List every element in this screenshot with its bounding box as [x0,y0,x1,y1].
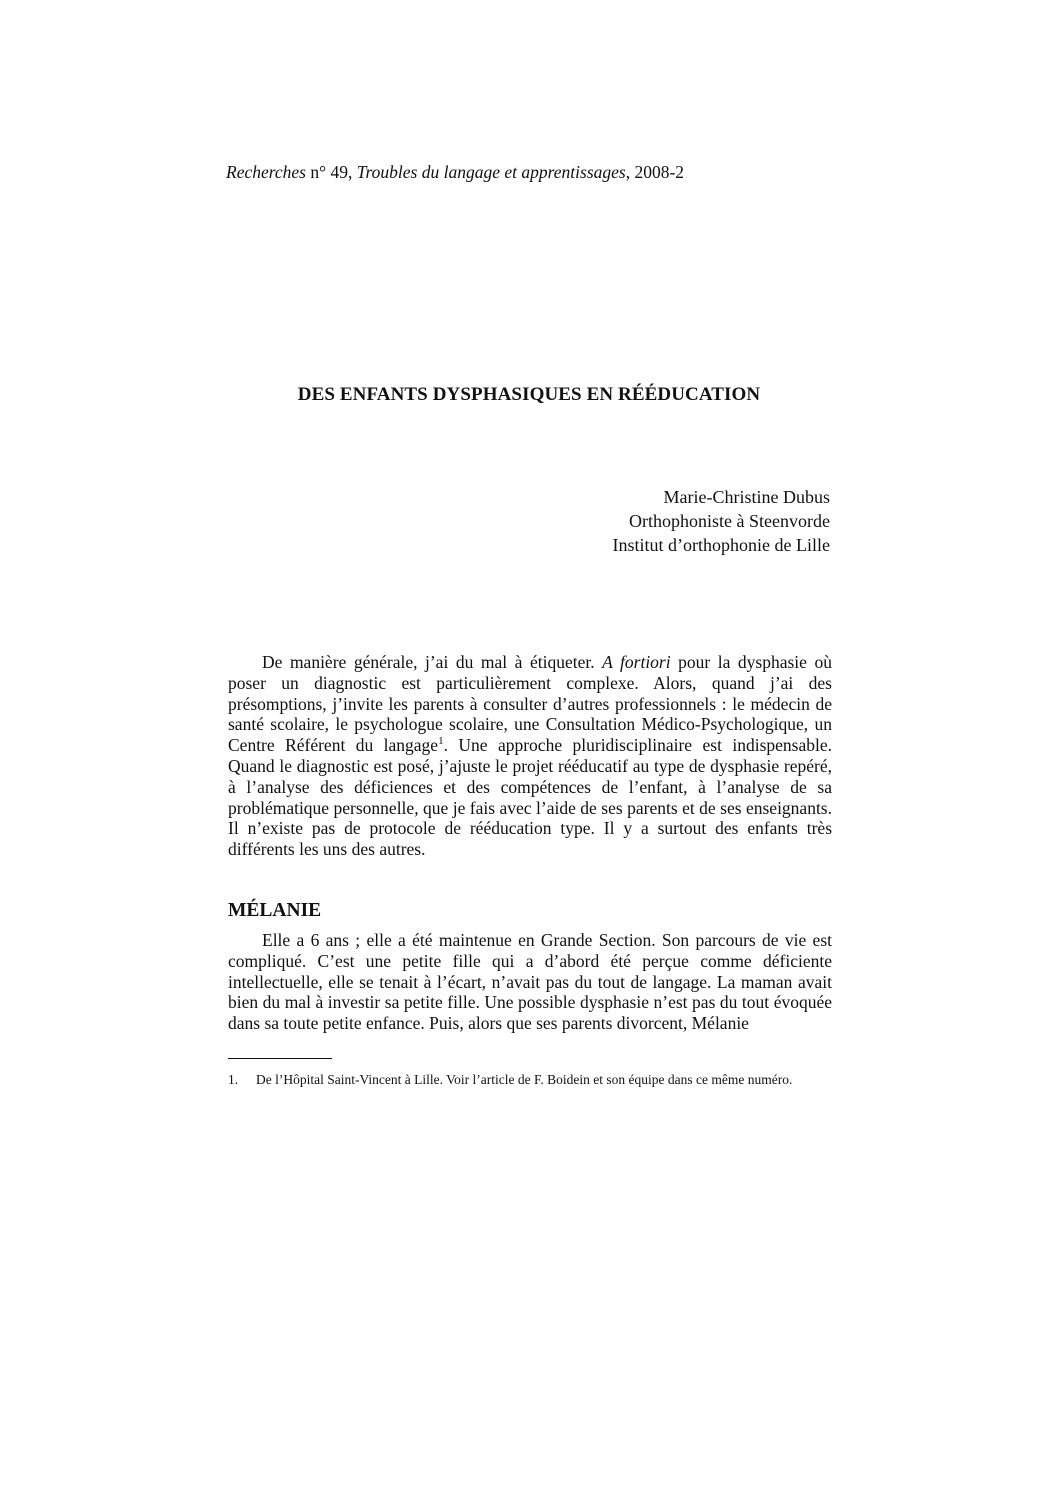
author-affiliation: Institut d’orthophonie de Lille [612,535,830,555]
footnote-divider [228,1058,332,1059]
author-role: Orthophoniste à Steenvorde [629,511,830,531]
journal-name: Recherches [226,162,306,182]
issue-theme: Troubles du langage et apprentissages [356,162,626,182]
author-name: Marie-Christine Dubus [663,487,830,507]
issue-number: n° 49, [306,162,357,182]
footnote-text: De l’Hôpital Saint-Vincent à Lille. Voir l’article de F. Boidein et son équipe dans ce même numéro. [256,1072,793,1087]
author-block [613,485,830,557]
intro-paragraph: De manière générale, j’ai du mal à étiqueter. A fortiori pour la dysphasie où poser un diagnostic est particulièrement complexe. Alors, quand j’ai des présomptions, j’invite les parents à consulter d’autres professionnels : le médecin de santé scolaire, le psychologue scolaire, une Consultation Médico-Psychologique, un Centre Référent du langage$^1$. Une approche pluridisciplinaire est indispensable. Quand le diagnostic est posé, j’ajuste le projet rééducatif au type de dysphasie repéré, à l’analyse des déficiences et des compétences de l’enfant, à l’analyse de sa problématique personnelle, que je fais avec l’aide de ses parents et de ses enseignants. Il n’existe pas de protocole de rééducation type. Il y a surtout des enfants très différents les uns des autres. [228,652,832,860]
issue-year: , 2008-2 [625,162,685,182]
section-heading: MÉLANIE [228,900,322,921]
article-title: DES ENFANTS DYSPHASIQUES EN RÉÉDUCATION [297,384,761,405]
footnote-number: 1. [228,1072,239,1087]
footnote-reference[interactable]: 1 [438,735,444,748]
section-paragraph: Elle a 6 ans ; elle a été maintenue en Grande Section. Son parcours de vie est compliqué. C’est une petite fille qui a d’abord été perçue comme déficiente intellectuelle, elle se tenait à l’écart, n’avait pas du tout de langage. La maman avait bien du mal à investir sa petite fille. Une possible dysphasie n’est pas du tout évoquée dans sa toute petite enfance. Puis, alors que ses parents divorcent, Mélanie [228,930,832,1034]
footnote [228,1071,792,1088]
running-header [226,161,684,183]
italic-phrase: A fortiori [602,652,671,672]
